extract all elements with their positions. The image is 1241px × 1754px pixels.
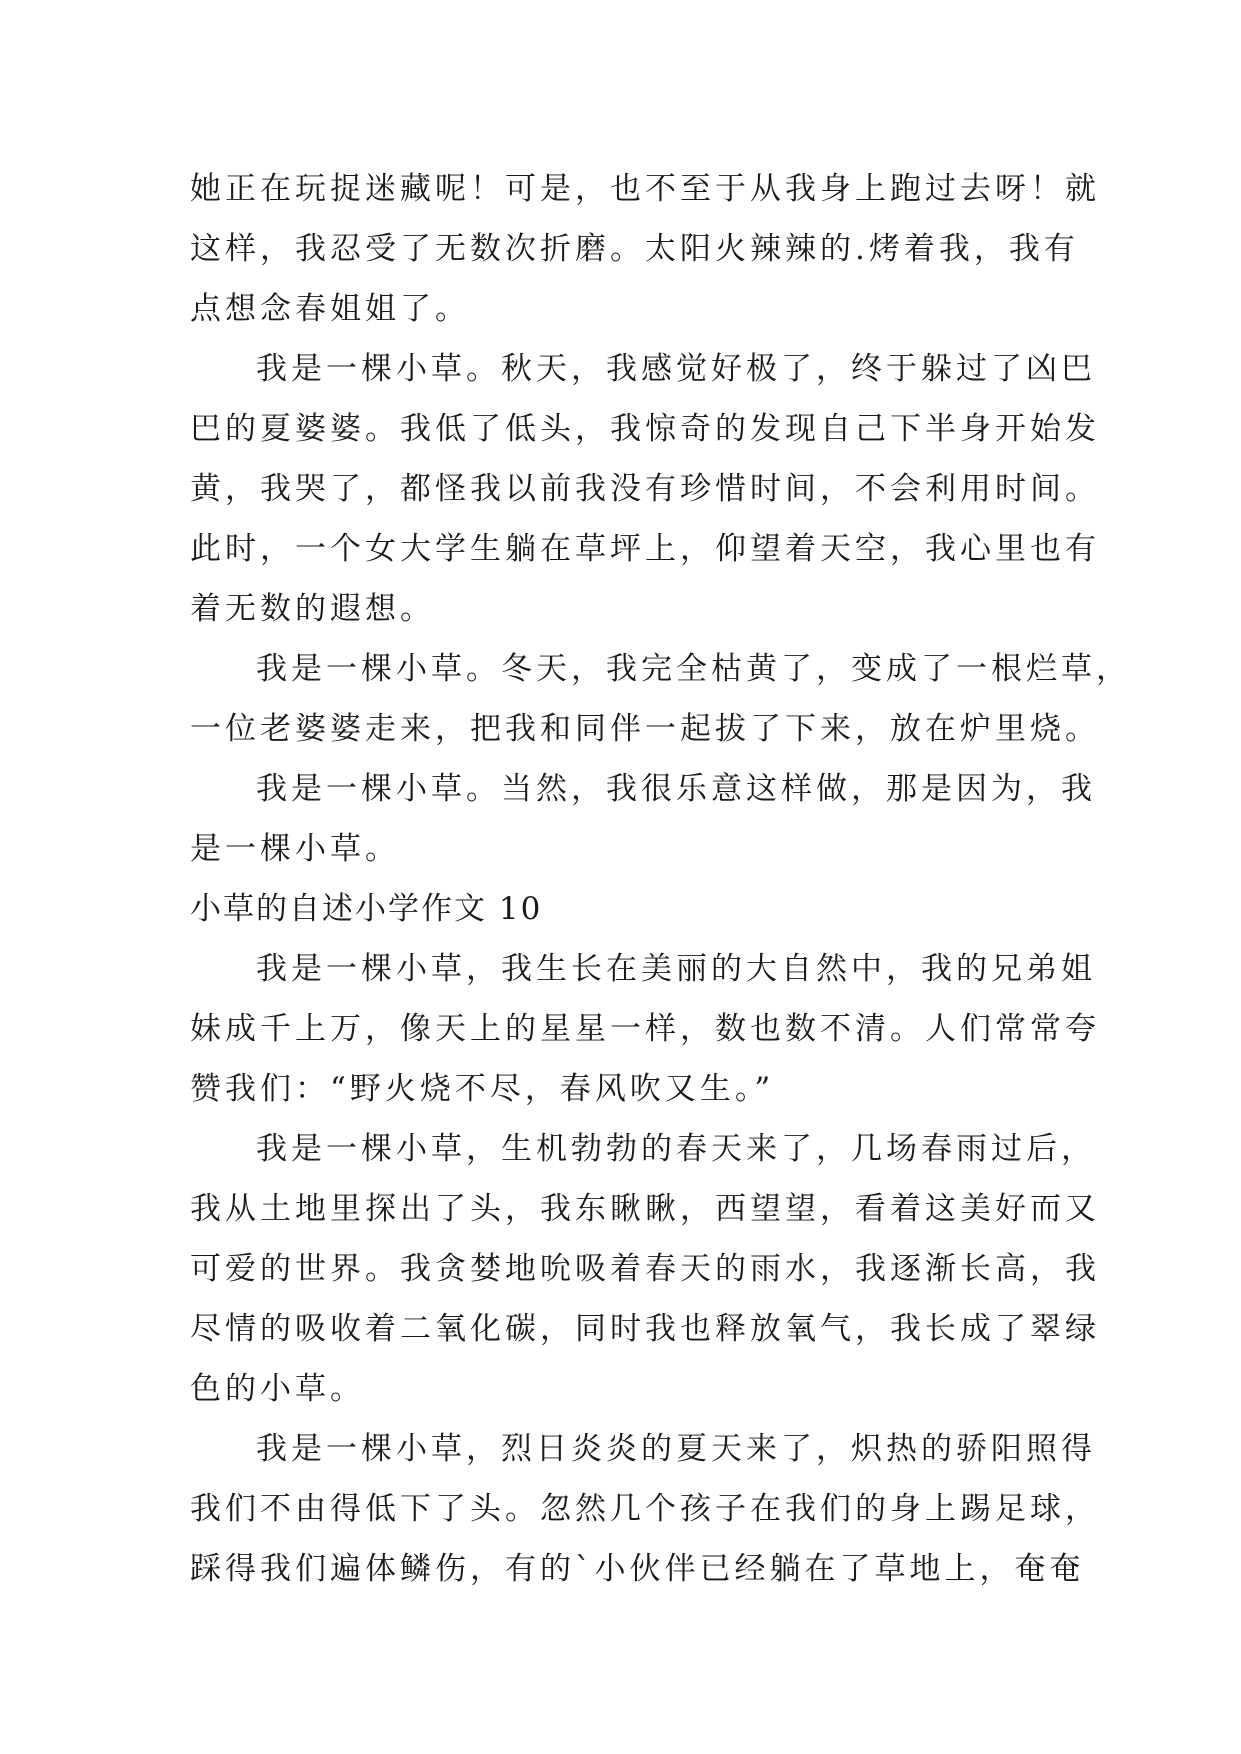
text-line: 尽情的吸收着二氧化碳，同时我也释放氧气，我长成了翠绿 (190, 1311, 1100, 1347)
text-line: 着无数的遐想。 (190, 591, 435, 627)
text-line: 赞我们：“野火烧不尽，春风吹又生。” (190, 1071, 775, 1107)
paragraph-first-line: 我是一棵小草。秋天，我感觉好极了，终于躲过了凶巴 (256, 351, 1096, 387)
text-line: 踩得我们遍体鳞伤，有的`小伙伴已经躺在了草地上，奄奄 (190, 1551, 1085, 1587)
document-body (190, 159, 1131, 1599)
paragraph-first-line: 我是一棵小草。冬天，我完全枯黄了，变成了一根烂草， (256, 651, 1131, 687)
text-line: 巴的夏婆婆。我低了低头，我惊奇的发现自己下半身开始发 (190, 411, 1100, 447)
paragraph-first-line: 我是一棵小草，我生长在美丽的大自然中，我的兄弟姐 (256, 951, 1096, 987)
text-line: 点想念春姐姐了。 (190, 291, 470, 327)
text-line: 妹成千上万，像天上的星星一样，数也数不清。人们常常夸 (190, 1011, 1100, 1047)
text-line: 此时，一个女大学生躺在草坪上，仰望着天空，我心里也有 (190, 531, 1100, 567)
paragraph-first-line: 我是一棵小草，生机勃勃的春天来了，几场春雨过后， (256, 1131, 1096, 1167)
text-line: 我从土地里探出了头，我东瞅瞅，西望望，看着这美好而又 (190, 1191, 1100, 1227)
text-line: 是一棵小草。 (190, 831, 400, 867)
paragraph-first-line: 我是一棵小草，烈日炎炎的夏天来了，炽热的骄阳照得 (256, 1431, 1096, 1467)
text-line: 黄，我哭了，都怪我以前我没有珍惜时间，不会利用时间。 (190, 471, 1100, 507)
text-line: 色的小草。 (190, 1371, 365, 1407)
text-line: 可爱的世界。我贪婪地吮吸着春天的雨水，我逐渐长高，我 (190, 1251, 1100, 1287)
text-line: 她正在玩捉迷藏呢！可是，也不至于从我身上跑过去呀！就 (190, 171, 1100, 207)
text-line: 一位老婆婆走来，把我和同伴一起拔了下来，放在炉里烧。 (190, 711, 1100, 747)
text-line: 我们不由得低下了头。忽然几个孩子在我们的身上踢足球， (190, 1491, 1100, 1527)
section-heading: 小草的自述小学作文 10 (190, 891, 543, 927)
text-line: 这样，我忍受了无数次折磨。太阳火辣辣的.烤着我，我有 (190, 231, 1079, 267)
paragraph-first-line: 我是一棵小草。当然，我很乐意这样做，那是因为，我 (256, 771, 1096, 807)
